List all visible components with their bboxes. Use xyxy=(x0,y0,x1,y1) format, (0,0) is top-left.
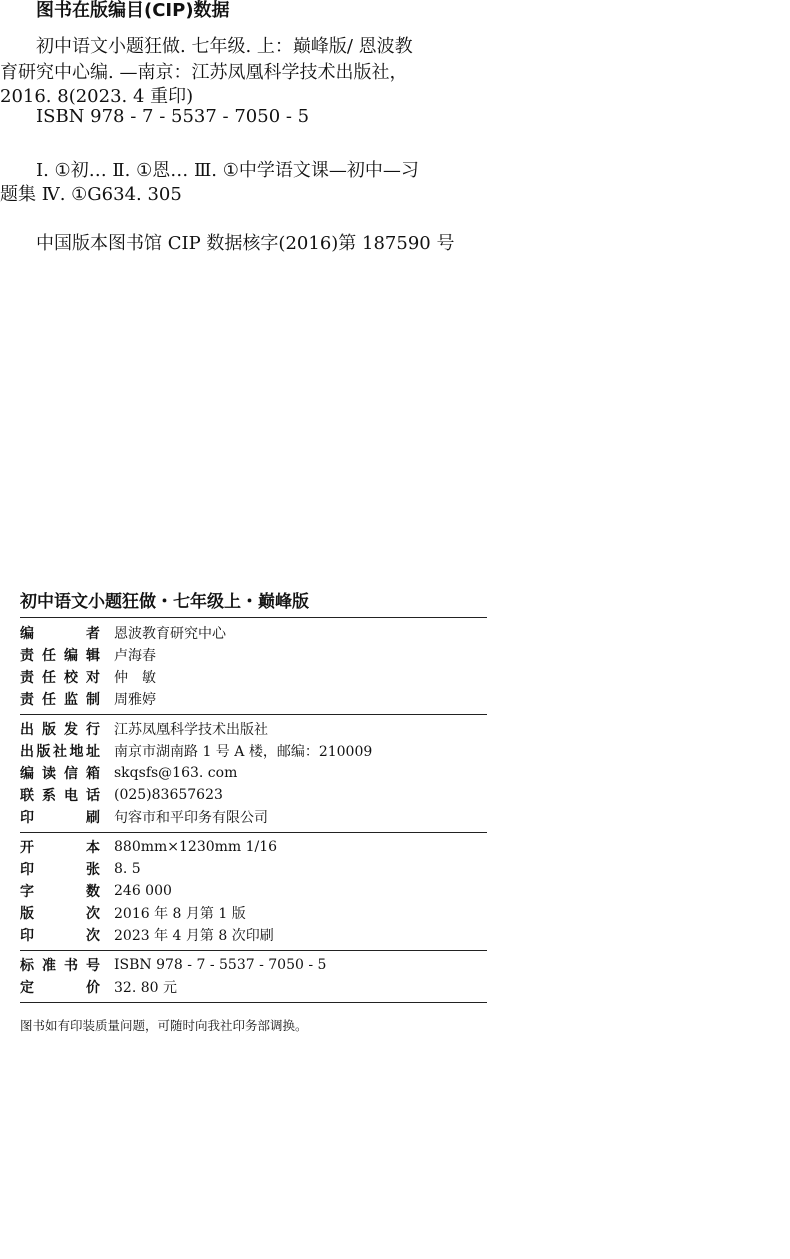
cip-line: 2016. 8(2023. 4 重印) xyxy=(0,86,194,107)
colophon-value: 2023 年 4 月第 8 次印刷 xyxy=(114,928,274,944)
divider xyxy=(20,832,487,833)
colophon-label xyxy=(20,719,100,739)
label-char: 编 xyxy=(20,766,34,782)
colophon-row xyxy=(20,924,274,946)
cip-classification: Ⅰ. ①初… Ⅱ. ①恩… Ⅲ. ①中学语文课—初中—习 xyxy=(36,160,419,181)
colophon-label xyxy=(20,837,100,857)
colophon-row xyxy=(20,902,246,924)
colophon-value: 32. 80 元 xyxy=(114,980,177,996)
colophon-label xyxy=(20,903,100,923)
label-char: 准 xyxy=(42,958,56,974)
divider xyxy=(20,1002,487,1003)
colophon-value: 880mm×1230mm 1/16 xyxy=(114,839,278,855)
colophon-row xyxy=(20,762,237,784)
colophon-row xyxy=(20,954,326,976)
label-char: 编 xyxy=(20,626,34,642)
label-char: 责 xyxy=(20,692,34,708)
label-char: 开 xyxy=(20,840,34,856)
label-char: 地 xyxy=(69,744,84,760)
label-char: 出 xyxy=(20,722,34,738)
colophon-row xyxy=(20,718,268,740)
label-char: 出 xyxy=(20,744,34,760)
label-char: 社 xyxy=(53,744,67,760)
colophon-value: 8. 5 xyxy=(114,861,141,877)
label-char: 书 xyxy=(64,958,78,974)
label-char: 联 xyxy=(20,788,34,804)
label-char: 系 xyxy=(42,788,56,804)
colophon-value: 江苏凤凰科学技术出版社 xyxy=(114,722,268,738)
colophon-label xyxy=(20,667,100,687)
colophon-value: 卢海春 xyxy=(114,648,156,664)
colophon-value: 仲 敏 xyxy=(114,670,156,686)
colophon-value: 南京市湖南路 1 号 A 楼，邮编：210009 xyxy=(114,744,373,760)
label-char: 者 xyxy=(86,626,100,642)
colophon-label xyxy=(20,689,100,709)
label-char: 号 xyxy=(86,958,100,974)
label-char: 标 xyxy=(20,958,34,974)
colophon-value: skqsfs@163. com xyxy=(114,765,238,781)
colophon-row xyxy=(20,740,372,762)
colophon-value: 恩波教育研究中心 xyxy=(114,626,226,642)
label-char: 张 xyxy=(86,862,100,878)
label-char: 电 xyxy=(64,788,78,804)
colophon-label xyxy=(20,807,100,827)
label-char: 责 xyxy=(20,648,34,664)
cip-isbn: ISBN 978 - 7 - 5537 - 7050 - 5 xyxy=(36,106,310,127)
colophon-label xyxy=(20,977,100,997)
label-char: 发 xyxy=(64,722,78,738)
colophon-row xyxy=(20,880,172,902)
colophon-label xyxy=(20,623,100,643)
divider xyxy=(20,617,487,618)
colophon-row xyxy=(20,666,156,688)
cip-heading: 图书在版编目(CIP)数据 xyxy=(36,0,230,21)
colophon-label xyxy=(20,859,100,879)
colophon-value: 246 000 xyxy=(114,883,172,899)
label-char: 版 xyxy=(20,906,34,922)
colophon-value: 2016 年 8 月第 1 版 xyxy=(114,906,246,922)
colophon-value: 周雅婷 xyxy=(114,692,156,708)
label-char: 本 xyxy=(86,840,100,856)
colophon-label xyxy=(20,955,100,975)
colophon-label xyxy=(20,881,100,901)
colophon-label xyxy=(20,645,100,665)
label-char: 信 xyxy=(64,766,78,782)
colophon-row xyxy=(20,622,226,644)
label-char: 任 xyxy=(42,648,56,664)
cip-record-number: 中国版本图书馆 CIP 数据核字(2016)第 187590 号 xyxy=(36,233,455,254)
footnote: 图书如有印装质量问题，可随时向我社印务部调换。 xyxy=(20,1018,308,1033)
colophon-value: ISBN 978 - 7 - 5537 - 7050 - 5 xyxy=(114,957,327,973)
label-char: 版 xyxy=(42,722,56,738)
label-char: 行 xyxy=(86,722,100,738)
label-char: 话 xyxy=(86,788,100,804)
label-char: 辑 xyxy=(86,648,100,664)
label-char: 版 xyxy=(36,744,51,760)
colophon-value: (025)83657623 xyxy=(114,787,223,803)
label-char: 字 xyxy=(20,884,34,900)
label-char: 制 xyxy=(86,692,100,708)
colophon-label xyxy=(20,763,100,783)
label-char: 数 xyxy=(86,884,100,900)
colophon-row xyxy=(20,806,268,828)
label-char: 价 xyxy=(86,980,100,996)
cip-classification: 题集 Ⅳ. ①G634. 305 xyxy=(0,184,182,205)
cip-line: 初中语文小题狂做. 七年级. 上：巅峰版/ 恩波教 xyxy=(36,36,413,57)
colophon-label xyxy=(20,741,100,761)
label-char: 印 xyxy=(20,810,34,826)
colophon-label xyxy=(20,785,100,805)
colophon-row xyxy=(20,784,223,806)
label-char: 刷 xyxy=(86,810,100,826)
divider xyxy=(20,714,487,715)
colophon-row xyxy=(20,858,141,880)
colophon-value: 句容市和平印务有限公司 xyxy=(114,810,268,826)
colophon-title: 初中语文小题狂做・七年级上・巅峰版 xyxy=(20,592,309,612)
divider xyxy=(20,950,487,951)
cip-line: 育研究中心编. —南京：江苏凤凰科学技术出版社， xyxy=(0,62,408,83)
label-char: 任 xyxy=(42,670,56,686)
label-char: 印 xyxy=(20,928,34,944)
label-char: 校 xyxy=(64,670,78,686)
label-char: 印 xyxy=(20,862,34,878)
label-char: 责 xyxy=(20,670,34,686)
colophon-row xyxy=(20,644,156,666)
label-char: 监 xyxy=(64,692,78,708)
label-char: 对 xyxy=(86,670,100,686)
label-char: 址 xyxy=(86,744,100,760)
colophon-row xyxy=(20,836,277,858)
label-char: 任 xyxy=(42,692,56,708)
colophon-row xyxy=(20,976,177,998)
label-char: 次 xyxy=(86,928,100,944)
label-char: 读 xyxy=(42,766,56,782)
label-char: 次 xyxy=(86,906,100,922)
label-char: 箱 xyxy=(86,766,100,782)
colophon-label xyxy=(20,925,100,945)
label-char: 编 xyxy=(64,648,78,664)
label-char: 定 xyxy=(20,980,34,996)
colophon-row xyxy=(20,688,156,710)
